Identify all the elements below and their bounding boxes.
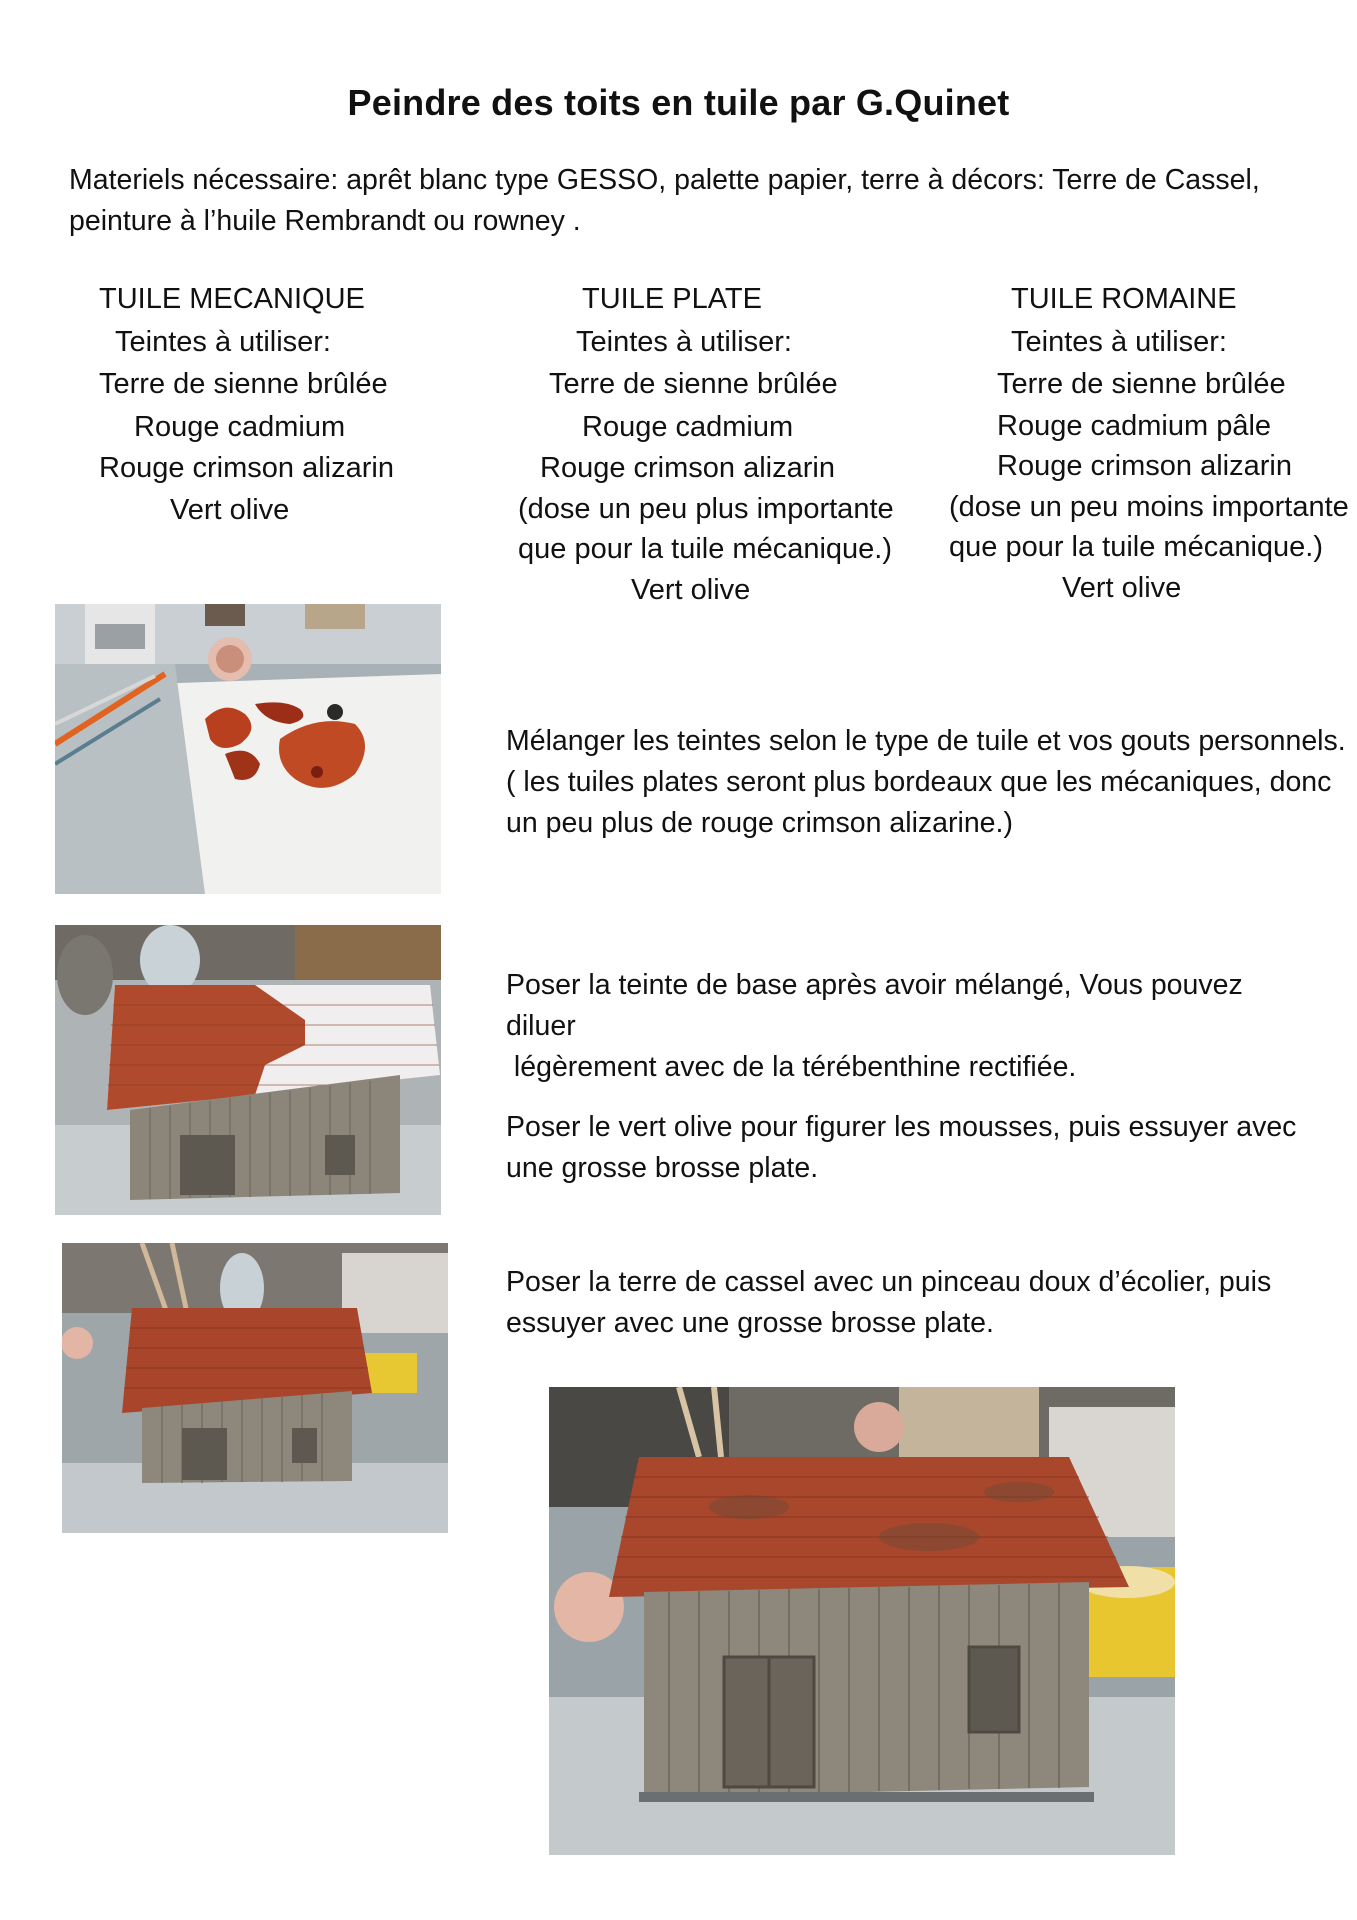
- step-line: une grosse brosse plate.: [506, 1152, 819, 1184]
- color-item: (dose un peu moins importante: [949, 490, 1349, 523]
- step-line: Poser la teinte de base après avoir mélangé, Vous pouvez: [506, 969, 1243, 1001]
- column-subheading: Teintes à utiliser:: [576, 325, 792, 358]
- page-title: Peindre des toits en tuile par G.Quinet: [347, 82, 1010, 123]
- photo-finished-building: [549, 1387, 1175, 1855]
- color-item: Terre de sienne brûlée: [549, 368, 838, 400]
- column-subheading: Teintes à utiliser:: [115, 325, 331, 358]
- color-item: Rouge cadmium: [134, 410, 346, 443]
- color-item: (dose un peu plus importante: [518, 492, 894, 525]
- color-item: Vert olive: [631, 573, 751, 606]
- step-line: légèrement avec de la térébenthine rectifiée.: [506, 1051, 1077, 1083]
- step-line: diluer: [506, 1010, 576, 1042]
- column-tuile-plate: [518, 278, 894, 610]
- step-text-cassel-earth: [506, 1262, 1271, 1344]
- color-item: que pour la tuile mécanique.): [518, 533, 893, 565]
- color-item: Vert olive: [170, 493, 290, 526]
- step-text-olive-green: [506, 1107, 1296, 1189]
- column-heading: TUILE PLATE: [582, 283, 762, 315]
- step-line: ( les tuiles plates seront plus bordeaux que les mécaniques, donc: [506, 766, 1332, 798]
- color-item: Rouge cadmium pâle: [997, 409, 1272, 442]
- column-tuile-mecanique: [99, 278, 394, 531]
- color-item: que pour la tuile mécanique.): [949, 531, 1324, 563]
- step-line: un peu plus de rouge crimson alizarine.): [506, 807, 1013, 839]
- photo-cassel-earth-small: [62, 1243, 448, 1533]
- step-line: Poser la terre de cassel avec un pinceau doux d’écolier, puis: [506, 1266, 1272, 1298]
- color-item: Terre de sienne brûlée: [997, 368, 1286, 400]
- photo-paint-palette: [55, 604, 441, 894]
- column-heading: TUILE MECANIQUE: [99, 283, 365, 315]
- color-item: Rouge crimson alizarin: [540, 452, 835, 484]
- step-line: Poser le vert olive pour figurer les mousses, puis essuyer avec: [506, 1111, 1297, 1143]
- color-item: Rouge cadmium: [582, 410, 794, 443]
- color-item: Terre de sienne brûlée: [99, 368, 388, 400]
- column-subheading: Teintes à utiliser:: [1011, 325, 1227, 358]
- photo-base-coat: [55, 925, 441, 1215]
- step-line: essuyer avec une grosse brosse plate.: [506, 1307, 994, 1339]
- intro-line: peinture à l’huile Rembrandt ou rowney .: [69, 205, 581, 237]
- step-text-mix: [506, 721, 1346, 844]
- step-text-base-coat: [506, 965, 1243, 1088]
- column-tuile-romaine: [949, 278, 1349, 608]
- step-line: Mélanger les teintes selon le type de tuile et vos gouts personnels.: [506, 725, 1346, 757]
- column-heading: TUILE ROMAINE: [1011, 283, 1237, 315]
- intro-line: Materiels nécessaire: aprêt blanc type GESSO, palette papier, terre à décors: Terre de Cassel,: [69, 164, 1260, 196]
- color-item: Rouge crimson alizarin: [99, 452, 394, 484]
- materials-intro: [69, 160, 1319, 242]
- color-item: Vert olive: [1062, 571, 1182, 604]
- color-item: Rouge crimson alizarin: [997, 450, 1292, 482]
